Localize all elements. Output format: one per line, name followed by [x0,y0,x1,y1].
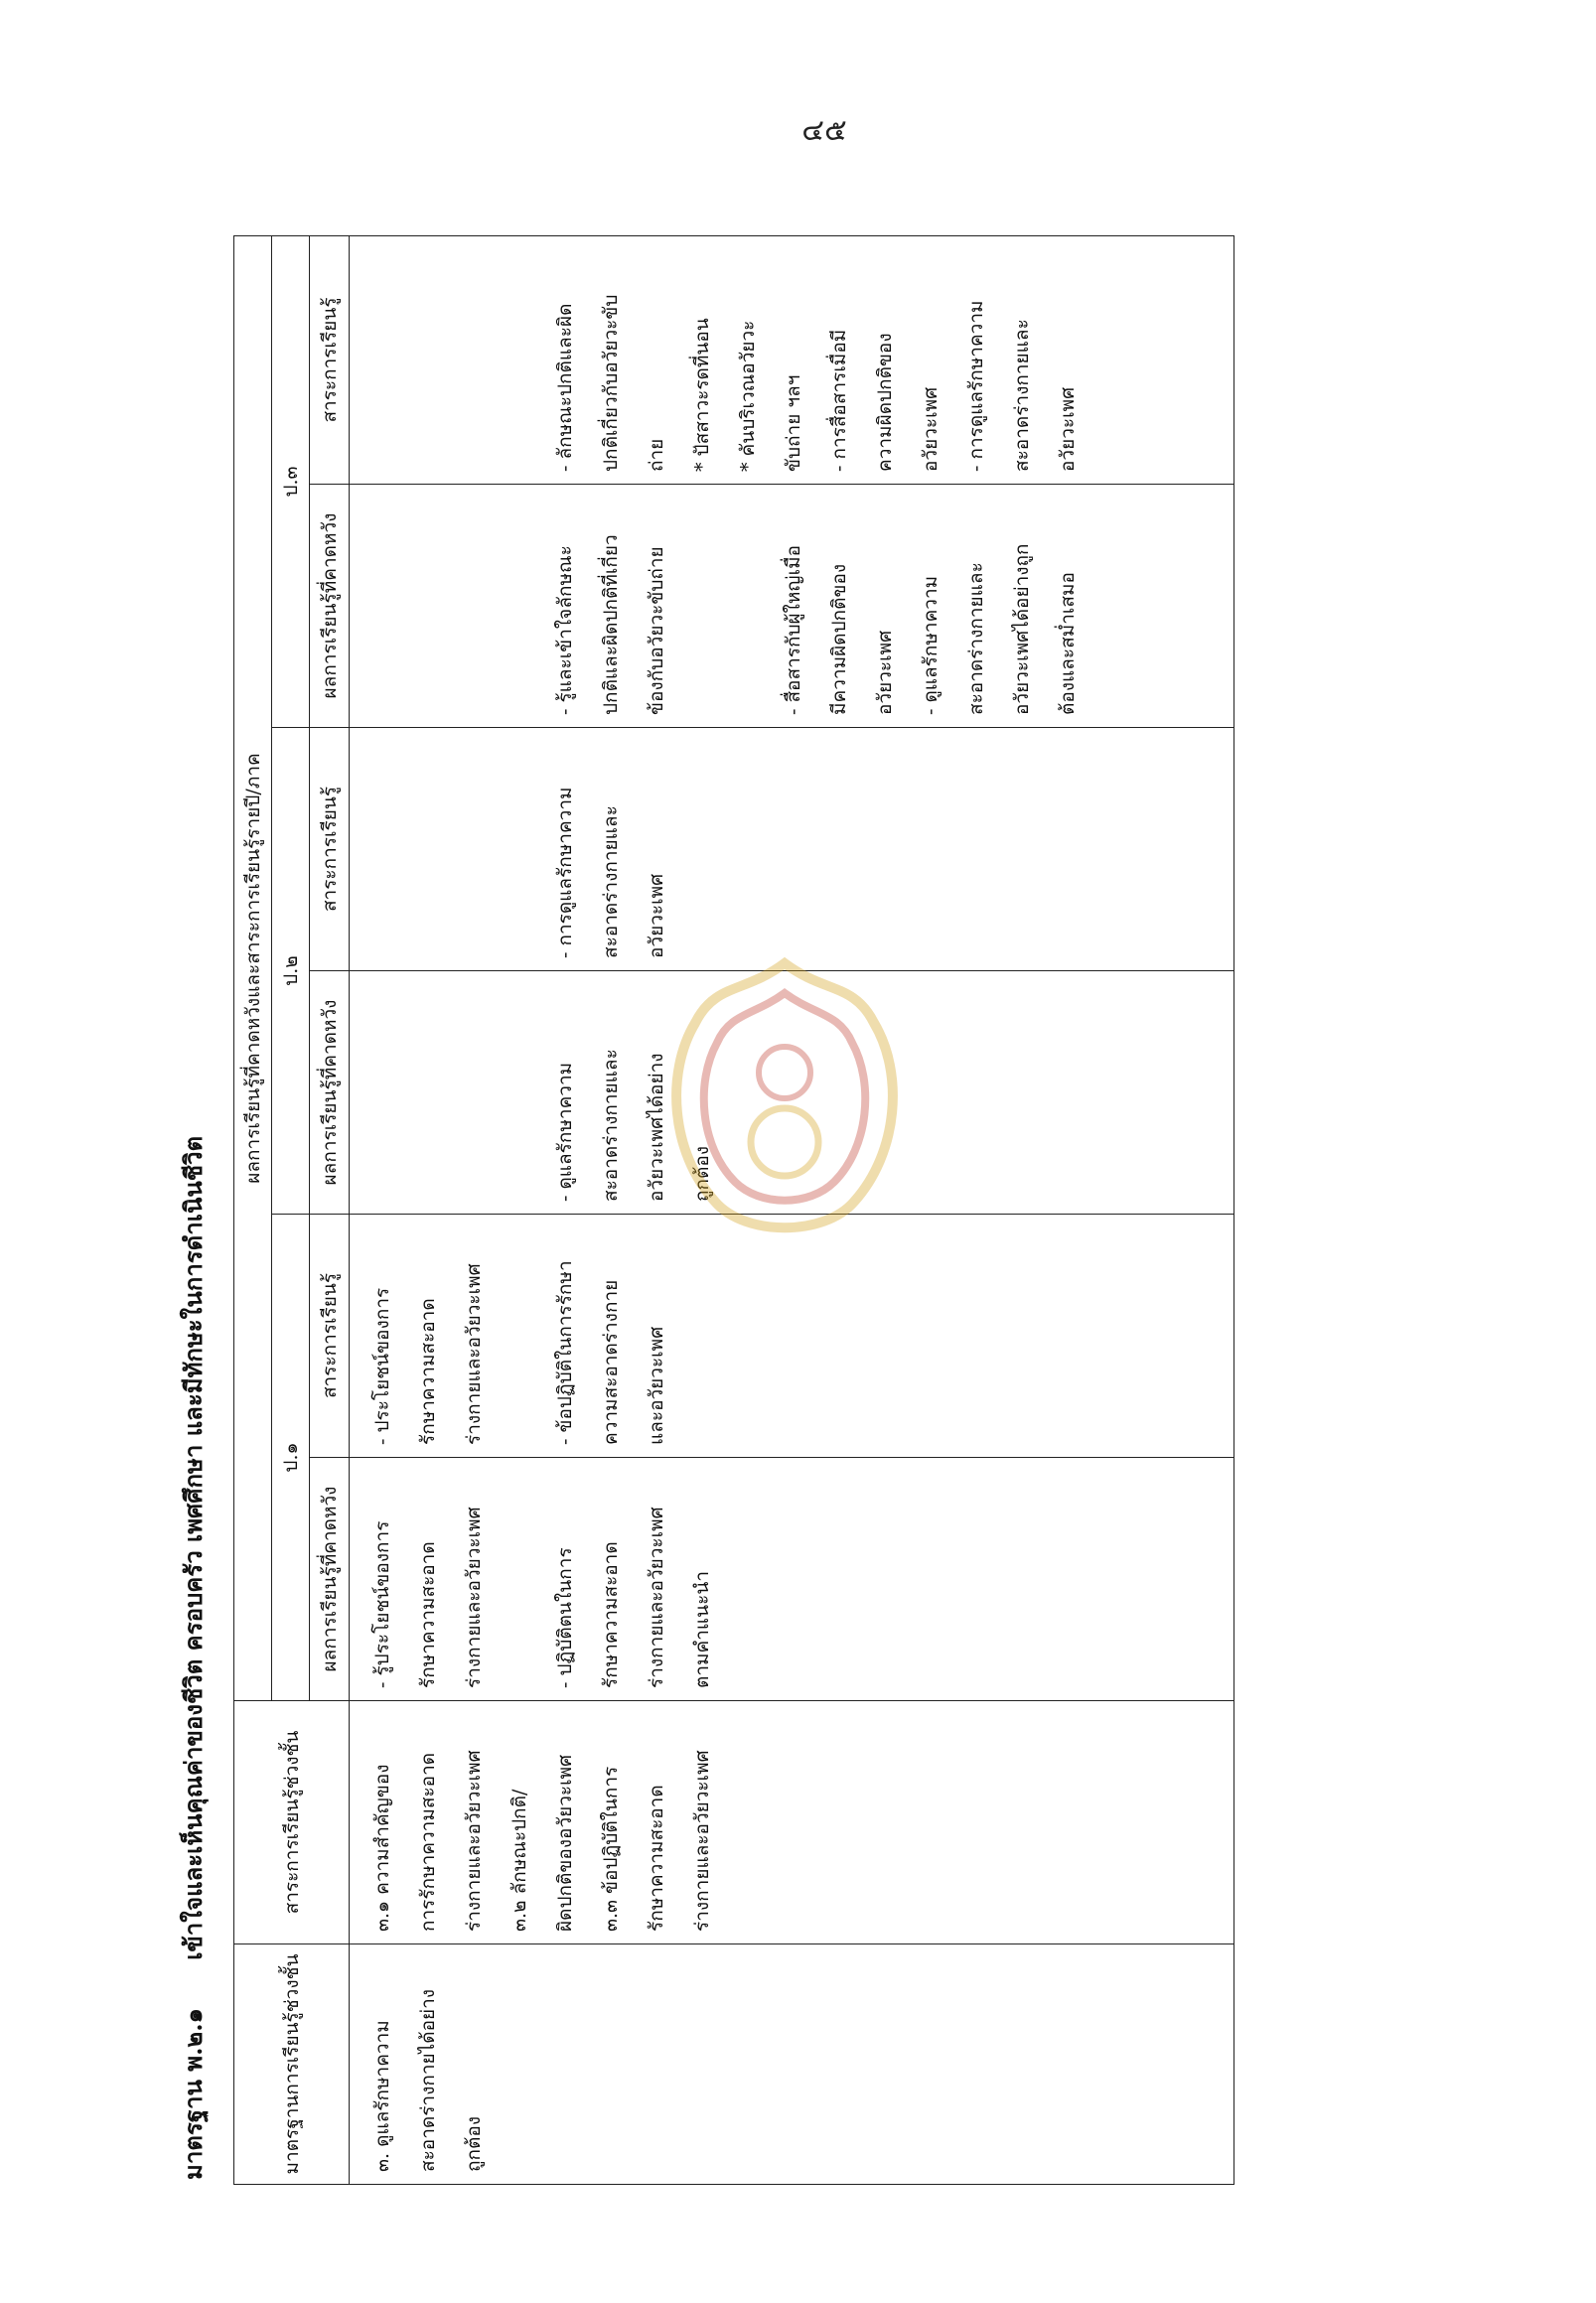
cell-line [497,740,542,958]
standard-code: มาตรฐาน พ.๒.๑ [179,2008,208,2180]
cell-line: สะอาดร่างกายและ [600,1049,622,1202]
cell-line: อวัยวะเพศ [874,630,896,715]
cell-line: ถูกต้อง [691,1145,713,1202]
cell-line: ถ่าย [646,438,667,472]
cell-line: อวัยวะเพศได้อย่างถูก [1011,543,1033,715]
cell-p1-outcome [350,1458,1234,1701]
cell-line [360,248,405,472]
cell-standard [350,1944,1234,2185]
cell-line: มีความผิดปกติของ [828,563,850,715]
cell-line: - ดูแลรักษาความ [554,1062,576,1202]
cell-line: - การดูแลรักษาความ [554,787,576,958]
cell-line: ร่างกายและอวัยวะเพศ [463,1750,485,1932]
header-grade-p3: ป.๓ [272,236,310,728]
cell-line [451,740,497,958]
cell-line: อวัยวะเพศ [646,873,667,958]
cell-line: สะอาดร่างกายได้อย่าง [417,1988,439,2172]
cell-line: ตามคำแนะนำ [691,1570,713,1688]
cell-line [497,497,542,715]
cell-p3-outcome [350,485,1234,728]
cell-line: ต้องและสม่ำเสมอ [1057,572,1079,715]
header-content-sub: สาระการเรียนรู้ [310,236,350,485]
cell-content [350,1701,1234,1944]
header-grade-p1: ป.๑ [272,1215,310,1701]
cell-p3-content [350,236,1234,485]
cell-line: - การดูแลรักษาความ [965,300,987,472]
cell-line: รักษาความสะอาด [417,1298,439,1445]
cell-line: ๓.๓ ข้อปฏิบัติในการ [600,1766,622,1932]
cell-line: อวัยวะเพศได้อย่าง [646,1053,667,1202]
cell-line [497,248,542,472]
cell-line: * คันบริเวณอวัยวะ [737,320,759,472]
cell-line: ผิดปกติของอวัยวะเพศ [554,1754,576,1932]
cell-line [405,740,451,958]
cell-line [725,497,771,715]
header-outcome: ผลการเรียนรู้ที่คาดหวัง [310,1458,350,1701]
cell-line [451,248,497,472]
cell-line: อวัยวะเพศ [1057,386,1079,472]
cell-line [497,983,542,1202]
cell-line: สะอาดร่างกายและ [600,805,622,958]
header-content-sub: สาระการเรียนรู้ [310,1215,350,1458]
cell-line: - การสื่อสารเมื่อมี [828,329,850,472]
cell-line: * ปัสสาวะรดที่นอน [691,318,713,472]
cell-line: - รู้และเข้าใจลักษณะ [554,545,576,715]
watermark-emblem-icon [655,953,914,1251]
cell-line: ความผิดปกติของ [874,333,896,472]
cell-line: การรักษาความสะอาด [417,1752,439,1932]
cell-p2-content [350,728,1234,971]
cell-line: ความสะอาดร่างกาย [600,1279,622,1445]
cell-line [451,983,497,1202]
cell-line [497,1470,542,1688]
cell-line: ๓. ดูแลรักษาความ [371,2020,393,2172]
header-outcome: ผลการเรียนรู้ที่คาดหวัง [310,971,350,1215]
cell-line: - ปฏิบัติตนในการ [554,1547,576,1688]
cell-line: - สื่อสารกับผู้ใหญ่เมื่อ [783,544,804,715]
header-group: ผลการเรียนรู้ที่คาดหวังและสาระการเรียนรู้รายปี/ภาค [234,236,272,1701]
cell-line: สะอาดร่างกายและ [965,562,987,715]
page-number: ๔๕ [801,113,847,148]
header-standard: มาตรฐานการเรียนรู้ช่วงชั้น [234,1944,350,2185]
cell-line: ร่างกายและอวัยวะเพศ [463,1263,485,1445]
cell-line: ขับถ่าย ฯลฯ [783,374,804,472]
cell-line: - ข้อปฏิบัติในการรักษา [554,1260,576,1445]
cell-line [451,497,497,715]
header-content: สาระการเรียนรู้ช่วงชั้น [234,1701,350,1944]
header-outcome: ผลการเรียนรู้ที่คาดหวัง [310,485,350,728]
cell-line: ถูกต้อง [463,2115,485,2172]
cell-line [405,248,451,472]
cell-line: รักษาความสะอาด [600,1541,622,1688]
cell-line: ร่างกายและอวัยวะเพศ [463,1507,485,1688]
cell-line: ปกติเกี่ยวกับอวัยวะขับ [600,294,622,472]
cell-line: - ประโยชน์ของการ [371,1287,393,1445]
cell-line: รักษาความสะอาด [417,1541,439,1688]
cell-line: และอวัยวะเพศ [646,1326,667,1445]
cell-line: ร่างกายและอวัยวะเพศ [646,1507,667,1688]
cell-line: - ลักษณะปกติและผิด [554,303,576,472]
cell-line [360,983,405,1202]
cell-line: ร่างกายและอวัยวะเพศ [691,1750,713,1932]
header-content-sub: สาระการเรียนรู้ [310,728,350,971]
cell-line [405,983,451,1202]
header-grade-p2: ป.๒ [272,728,310,1215]
cell-line [360,740,405,958]
cell-line [405,497,451,715]
cell-line: รักษาความสะอาด [646,1785,667,1932]
cell-line: สะอาดร่างกายและ [1011,319,1033,472]
cell-line: - รู้ประโยชน์ของการ [371,1520,393,1688]
cell-line: อวัยวะเพศ [920,386,942,472]
cell-line: - ดูแลรักษาความ [920,575,942,715]
cell-line [360,497,405,715]
cell-line [497,1226,542,1445]
cell-line: ๓.๑ ความสำคัญของ [371,1764,393,1932]
cell-line [679,497,725,715]
cell-line: ปกติและผิดปกติที่เกี่ยว [600,534,622,715]
cell-line: ๓.๒ ลักษณะปกติ/ [508,1789,530,1932]
standard-title: เข้าใจและเห็นคุณค่าของชีวิต ครอบครัว เพศศึกษา และมีทักษะในการดำเนินชีวิต [179,1135,208,1960]
page-heading [169,0,218,2180]
cell-line: ข้องกับอวัยวะขับถ่าย [646,546,667,715]
